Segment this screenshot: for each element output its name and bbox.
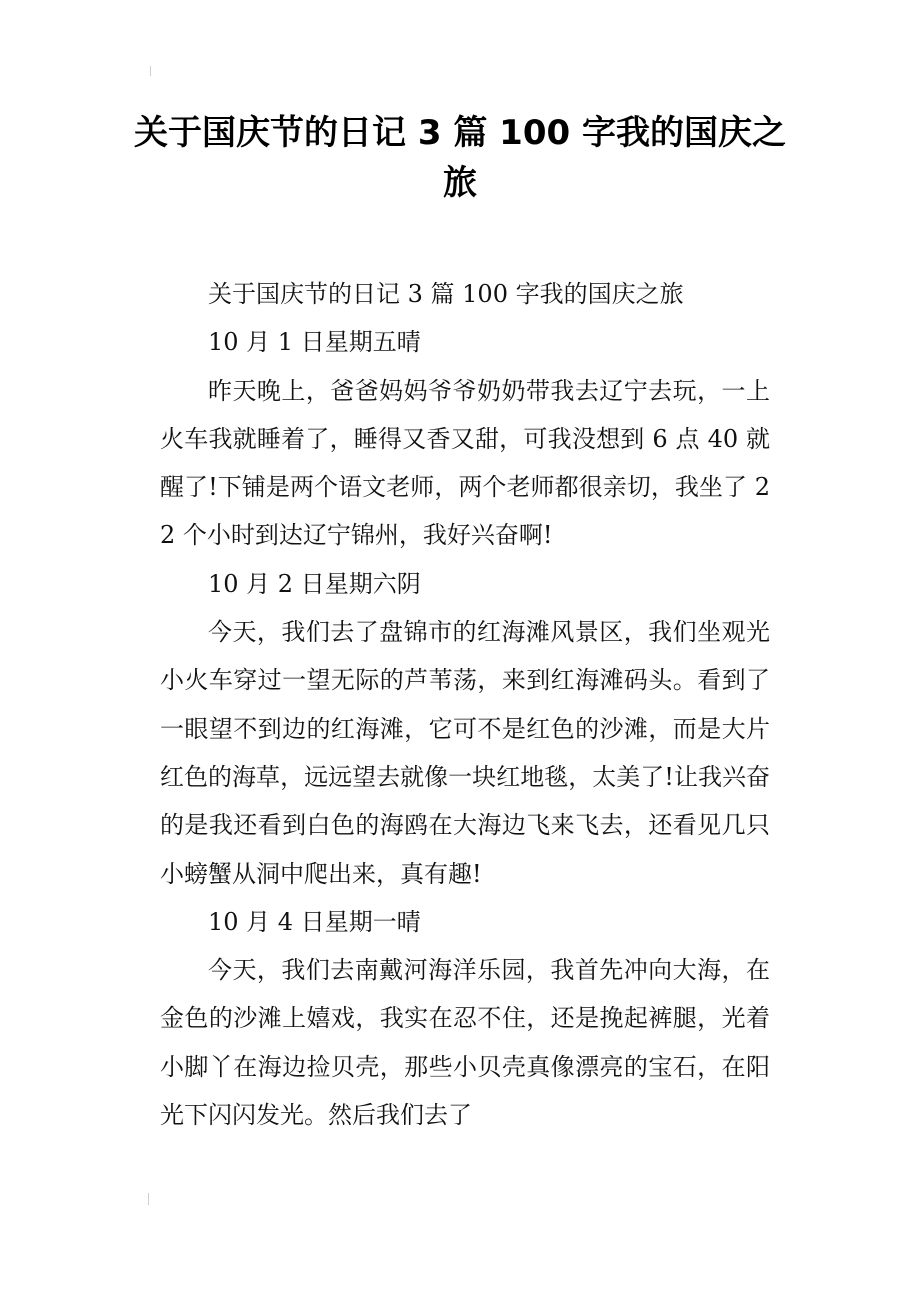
diary-date-oct-4: 10 月 4 日星期一晴: [208, 907, 421, 936]
diary-date-oct-1: 10 月 1 日星期五晴: [208, 328, 421, 357]
diary-entry-oct-4: 今天，我们去南戴河海洋乐园，我首先冲向大海，在金色的沙滩上嬉戏，我实在忍不住，还是挽起裤腿，光着小脚丫在海边捡贝壳，那些小贝壳真像漂亮的宝石，在阳光下闪闪发光。然后我们去了: [160, 956, 770, 1130]
crop-mark: [150, 66, 157, 76]
document-body: [160, 270, 770, 1139]
diary-entry-oct-2: 今天，我们去了盘锦市的红海滩风景区，我们坐观光小火车穿过一望无际的芦苇荡，来到红海滩码头。看到了一眼望不到边的红海滩，它可不是红色的沙滩，而是大片红色的海草，远远望去就像一块红地毯，太美了!让我兴奋的是我还看到白色的海鸥在大海边飞来飞去，还看见几只小螃蟹从洞中爬出来，真有趣!: [160, 618, 770, 888]
document-title: 关于国庆节的日记 3 篇 100 字我的国庆之旅: [134, 113, 786, 203]
paragraph-repeated-title: 关于国庆节的日记 3 篇 100 字我的国庆之旅: [208, 280, 684, 308]
crop-mark: [148, 1193, 155, 1205]
diary-date-oct-2: 10 月 2 日星期六阴: [208, 569, 421, 598]
diary-entry-oct-1: 昨天晚上，爸爸妈妈爷爷奶奶带我去辽宁去玩，一上火车我就睡着了，睡得又香又甜，可我没想到 6 点 40 就醒了!下铺是两个语文老师，两个老师都很亲切，我坐了 22 个小时到达辽宁锦州，我好兴奋啊!: [160, 376, 770, 550]
